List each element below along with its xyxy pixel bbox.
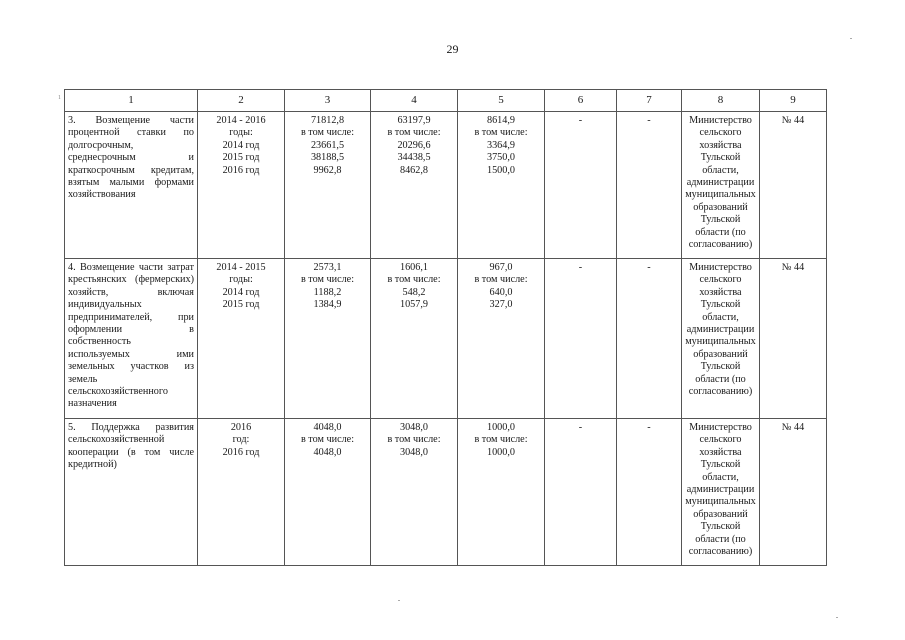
scan-speck (836, 617, 838, 618)
funding-col7-cell: - (617, 259, 682, 419)
column-number: 7 (617, 90, 682, 112)
scan-speck (850, 38, 852, 39)
total-funding-cell: 2573,1 в том числе: 1188,2 1384,9 (285, 259, 371, 419)
column-number: 6 (545, 90, 617, 112)
funding-col6-cell: - (545, 259, 617, 419)
funding-col4-cell: 3048,0 в том числе: 3048,0 (371, 419, 458, 566)
measure-description: 5. Поддержка развития сельскохозяйственной кооперации (в том числе кредитной) (65, 419, 198, 566)
column-number: 8 (682, 90, 760, 112)
column-number: 3 (285, 90, 371, 112)
program-measures-table (64, 89, 827, 566)
funding-col7-cell: - (617, 112, 682, 259)
column-number: 5 (458, 90, 545, 112)
funding-col6-cell: - (545, 419, 617, 566)
column-number-row (65, 90, 827, 112)
period-cell: 2014 - 2016 годы: 2014 год 2015 год 2016 год (198, 112, 285, 259)
funding-col5-cell: 8614,9 в том числе: 3364,9 3750,0 1500,0 (458, 112, 545, 259)
funding-col4-cell: 1606,1 в том числе: 548,2 1057,9 (371, 259, 458, 419)
measure-description: 3. Возмещение части процентной ставки по долгосрочным, среднесрочным и краткосрочным кредитам, взятым малыми формами хозяйствования (65, 112, 198, 259)
margin-mark: 1 (58, 95, 61, 101)
total-funding-cell: 71812,8 в том числе: 23661,5 38188,5 9962,8 (285, 112, 371, 259)
indicator-cell: № 44 (760, 259, 827, 419)
column-number: 2 (198, 90, 285, 112)
total-funding-cell: 4048,0 в том числе: 4048,0 (285, 419, 371, 566)
funding-col5-cell: 1000,0 в том числе: 1000,0 (458, 419, 545, 566)
column-number: 9 (760, 90, 827, 112)
table-row (65, 259, 827, 419)
indicator-cell: № 44 (760, 419, 827, 566)
executor-cell: Министерство сельского хозяйства Тульской области, администрации муниципальных образований Тульской области (по согласованию) (682, 419, 760, 566)
funding-col5-cell: 967,0 в том числе: 640,0 327,0 (458, 259, 545, 419)
table-row (65, 112, 827, 259)
column-number: 4 (371, 90, 458, 112)
table-row (65, 419, 827, 566)
period-cell: 2016 год: 2016 год (198, 419, 285, 566)
indicator-cell: № 44 (760, 112, 827, 259)
period-cell: 2014 - 2015 годы: 2014 год 2015 год (198, 259, 285, 419)
column-number: 1 (65, 90, 198, 112)
page-number: 29 (446, 42, 459, 56)
funding-col4-cell: 63197,9 в том числе: 20296,6 34438,5 8462,8 (371, 112, 458, 259)
funding-col7-cell: - (617, 419, 682, 566)
funding-col6-cell: - (545, 112, 617, 259)
measure-description: 4. Возмещение части затрат крестьянских (фермерских) хозяйств, включая индивидуальных предпринимателей, при оформлении в собственность используемых ими земельных участков из земель сельскохозяйственного назначения (65, 259, 198, 419)
scan-speck (398, 600, 400, 601)
executor-cell: Министерство сельского хозяйства Тульской области, администрации муниципальных образований Тульской области (по согласованию) (682, 112, 760, 259)
executor-cell: Министерство сельского хозяйства Тульской области, администрации муниципальных образований Тульской области (по согласованию) (682, 259, 760, 419)
